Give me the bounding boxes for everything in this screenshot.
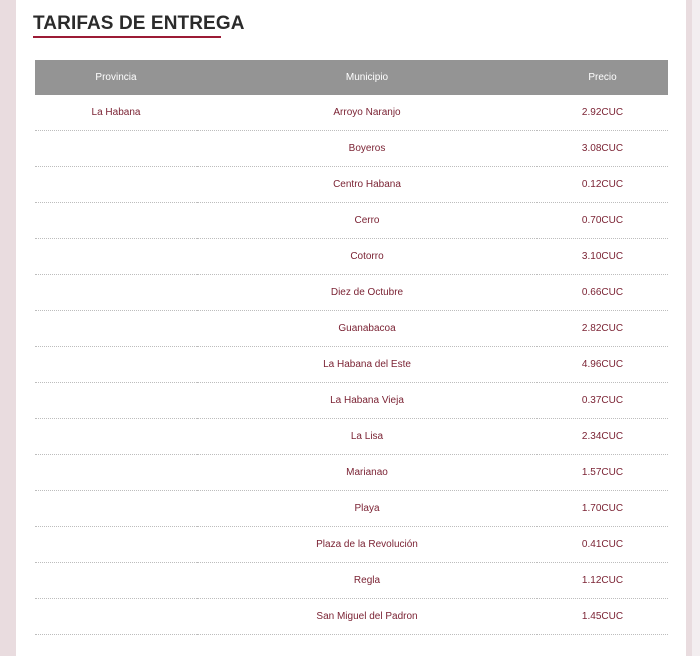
table-header xyxy=(35,60,668,95)
cell-municipio: Guanabacoa xyxy=(197,311,537,347)
cell-precio: 0.37CUC xyxy=(537,383,668,419)
cell-provincia xyxy=(35,419,197,455)
cell-precio: 1.45CUC xyxy=(537,599,668,635)
cell-precio: 3.08CUC xyxy=(537,131,668,167)
table-body xyxy=(35,95,668,635)
content-panel xyxy=(16,0,686,656)
cell-precio: 0.66CUC xyxy=(537,275,668,311)
cell-provincia: La Habana xyxy=(35,95,197,131)
table-row xyxy=(35,131,668,167)
cell-municipio: Cotorro xyxy=(197,239,537,275)
cell-municipio: Boyeros xyxy=(197,131,537,167)
cell-precio: 2.82CUC xyxy=(537,311,668,347)
table-row xyxy=(35,563,668,599)
table-row xyxy=(35,419,668,455)
table-row xyxy=(35,347,668,383)
page-title: TARIFAS DE ENTREGA xyxy=(33,13,245,34)
header-row xyxy=(35,60,668,95)
cell-provincia xyxy=(35,383,197,419)
table-row xyxy=(35,275,668,311)
cell-provincia xyxy=(35,311,197,347)
cell-precio: 2.34CUC xyxy=(537,419,668,455)
table-row xyxy=(35,491,668,527)
cell-municipio: Playa xyxy=(197,491,537,527)
delivery-rates-table xyxy=(35,60,668,635)
table-row xyxy=(35,599,668,635)
table-row xyxy=(35,527,668,563)
cell-municipio: La Lisa xyxy=(197,419,537,455)
cell-precio: 0.12CUC xyxy=(537,167,668,203)
table-row xyxy=(35,239,668,275)
cell-municipio: Arroyo Naranjo xyxy=(197,95,537,131)
cell-municipio: Regla xyxy=(197,563,537,599)
cell-precio: 3.10CUC xyxy=(537,239,668,275)
table-row xyxy=(35,167,668,203)
cell-municipio: San Miguel del Padron xyxy=(197,599,537,635)
cell-municipio: Plaza de la Revolución xyxy=(197,527,537,563)
scrollbar-track[interactable] xyxy=(692,0,700,656)
title-underline xyxy=(33,36,221,38)
cell-provincia xyxy=(35,527,197,563)
cell-provincia xyxy=(35,599,197,635)
cell-provincia xyxy=(35,491,197,527)
cell-precio: 2.92CUC xyxy=(537,95,668,131)
cell-municipio: La Habana Vieja xyxy=(197,383,537,419)
cell-municipio: Diez de Octubre xyxy=(197,275,537,311)
cell-municipio: Centro Habana xyxy=(197,167,537,203)
cell-provincia xyxy=(35,455,197,491)
table-row xyxy=(35,203,668,239)
cell-precio: 0.41CUC xyxy=(537,527,668,563)
cell-provincia xyxy=(35,275,197,311)
cell-provincia xyxy=(35,347,197,383)
cell-provincia xyxy=(35,131,197,167)
table-row xyxy=(35,311,668,347)
cell-precio: 1.12CUC xyxy=(537,563,668,599)
cell-municipio: Marianao xyxy=(197,455,537,491)
cell-provincia xyxy=(35,203,197,239)
cell-provincia xyxy=(35,563,197,599)
cell-provincia xyxy=(35,167,197,203)
cell-precio: 0.70CUC xyxy=(537,203,668,239)
cell-precio: 1.70CUC xyxy=(537,491,668,527)
header-municipio: Municipio xyxy=(197,60,537,95)
table-row xyxy=(35,95,668,131)
header-precio: Precio xyxy=(537,60,668,95)
cell-precio: 1.57CUC xyxy=(537,455,668,491)
table-row xyxy=(35,455,668,491)
header-provincia: Provincia xyxy=(35,60,197,95)
cell-provincia xyxy=(35,239,197,275)
cell-municipio: Cerro xyxy=(197,203,537,239)
cell-precio: 4.96CUC xyxy=(537,347,668,383)
cell-municipio: La Habana del Este xyxy=(197,347,537,383)
table-row xyxy=(35,383,668,419)
